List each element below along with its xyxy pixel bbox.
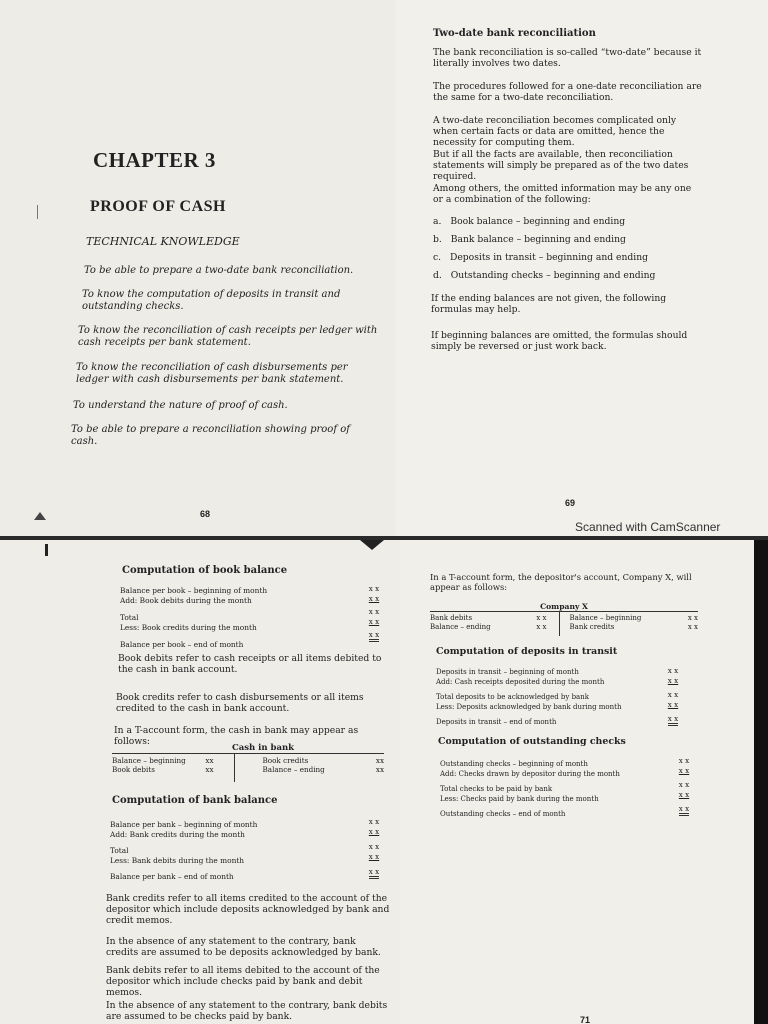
t-value: xx — [205, 765, 214, 774]
objective-2: To know the computation of deposits in transit and outstanding checks. — [82, 289, 341, 312]
page-number: 71 — [580, 1015, 591, 1024]
row-value: x x — [667, 666, 679, 675]
page-71 — [400, 540, 768, 1024]
row-value: x x — [368, 826, 380, 836]
book-balance-title: Computation of book balance — [122, 565, 288, 576]
objective-5: To understand the nature of proof of cash. — [73, 400, 288, 411]
dit-labels — [436, 668, 666, 728]
t-value: x x — [687, 623, 698, 631]
t-label: Balance – ending — [430, 623, 491, 631]
t-label: Balance – ending — [262, 765, 325, 774]
list-text: Bank balance – beginning and ending — [450, 234, 626, 245]
objective-4: To know the reconciliation of cash disbursements per ledger with cash disbursements per bank statement. — [76, 362, 348, 385]
row-label: Less: Book credits during the month — [120, 622, 257, 632]
row-value: x x — [369, 867, 379, 879]
taccount-left — [430, 612, 560, 636]
paragraph-3: A two-date reconciliation becomes complicated only when certain facts or data are omitted, hence the necessity for computing them. — [433, 115, 677, 148]
row-value: x x — [679, 804, 689, 816]
objective-3: To know the reconciliation of cash receipts per ledger with cash receipts per bank statement. — [78, 325, 378, 348]
paragraph-2: The procedures followed for a one-date reconciliation are the same for a two-date reconciliation. — [433, 81, 702, 103]
list-item — [433, 270, 655, 281]
cash-in-bank-taccount — [112, 743, 384, 782]
t-value: xx — [375, 765, 384, 774]
page-number: 69 — [565, 498, 576, 508]
bank-balance-values — [364, 817, 384, 877]
book-balance-labels — [120, 586, 350, 650]
row-value: x x — [368, 584, 380, 593]
row-label: Balance per book – beginning of month — [120, 586, 268, 595]
t-value: x x — [536, 623, 547, 631]
corner-mark — [360, 540, 384, 550]
list-letter: b. — [433, 234, 442, 245]
page-69 — [395, 0, 768, 540]
list-text: Deposits in transit – beginning and ending — [450, 252, 649, 263]
bank-credits-text: Bank credits refer to all items credited to the account of the depositor which include deposits acknowledged by bank and credit memos. — [106, 893, 390, 926]
t-label: Bank debits — [430, 614, 473, 622]
t-label: Bank credits — [569, 623, 615, 631]
row-label: Less: Bank debits during the month — [110, 855, 245, 865]
paragraph-5: Among others, the omitted information may be any one or a combination of the following: — [433, 183, 692, 205]
paragraph-7: If beginning balances are omitted, the formulas should simply be reversed or just work back. — [431, 330, 688, 352]
company-x-taccount — [430, 602, 698, 636]
row-label: Deposits in transit – beginning of month — [436, 668, 579, 676]
row-value: x x — [668, 714, 678, 726]
row-value: x x — [667, 699, 679, 709]
row-label: Outstanding checks – end of month — [440, 810, 566, 818]
t-label: Book debits — [112, 765, 155, 774]
book-debits-text: Book debits refer to cash receipts or all items debited to the cash in bank account. — [118, 653, 382, 675]
absence-text-2: In the absence of any statement to the contrary, bank debits are assumed to be checks paid by bank. — [106, 1000, 388, 1022]
paragraph-1: The bank reconciliation is so-called “two-date” because it literally involves two dates. — [433, 47, 702, 69]
oc-values — [674, 756, 694, 814]
taccount-right — [235, 754, 385, 782]
dit-values — [663, 666, 683, 724]
book-balance-values — [364, 584, 384, 640]
row-value: x x — [667, 675, 679, 685]
t-value: x x — [536, 614, 547, 622]
row-value: x x — [678, 780, 690, 789]
row-value: x x — [368, 607, 380, 616]
section-title: Two-date bank reconciliation — [433, 28, 596, 39]
row-label: Total — [120, 613, 139, 622]
t-value: x x — [687, 614, 698, 622]
row-value: x x — [678, 789, 690, 799]
paragraph-6: If the ending balances are not given, the following formulas may help. — [431, 293, 667, 315]
chapter-heading: CHAPTER 3 — [93, 148, 216, 172]
taccount-left — [112, 754, 235, 782]
list-item — [433, 252, 648, 263]
taccount-title: Company X — [540, 602, 588, 611]
list-letter: c. — [433, 252, 442, 263]
list-text: Outstanding checks – beginning and ending — [450, 270, 656, 281]
row-label: Total deposits to be acknowledged by bank — [436, 693, 589, 701]
list-letter: d. — [433, 270, 442, 281]
t-label: Balance – beginning — [569, 614, 642, 622]
row-label: Add: Cash receipts deposited during the month — [436, 677, 605, 686]
chapter-title: PROOF OF CASH — [90, 198, 226, 215]
row-value: x x — [678, 765, 690, 775]
objective-1: To be able to prepare a two-date bank reconciliation. — [84, 265, 354, 276]
t-label: Balance – beginning — [112, 756, 186, 765]
page-70 — [0, 540, 400, 1024]
t-value: xx — [205, 756, 214, 765]
book-credits-text: Book credits refer to cash disbursements or all items credited to the cash in bank account. — [116, 692, 364, 714]
row-label: Deposits in transit – end of month — [436, 718, 557, 726]
oc-labels — [440, 760, 670, 820]
row-label: Total — [110, 846, 129, 855]
list-item — [433, 216, 625, 227]
row-label: Add: Bank credits during the month — [110, 829, 245, 839]
row-value: x x — [369, 630, 379, 642]
corner-mark — [45, 544, 48, 556]
bank-debits-text: Bank debits refer to all items debited to the account of the depositor which include checks paid by bank and debit memos. — [106, 965, 380, 998]
row-label: Add: Checks drawn by depositor during the month — [440, 769, 620, 778]
absence-text-1: In the absence of any statement to the contrary, bank credits are assumed to be deposits acknowledged by bank. — [106, 936, 381, 958]
corner-mark — [34, 512, 46, 520]
row-value: x x — [667, 690, 679, 699]
row-label: Balance per bank – end of month — [110, 872, 234, 881]
paragraph-4: But if all the facts are available, then reconciliation statements will simply be prepared as of the two dates required. — [433, 149, 689, 182]
margin-mark — [37, 205, 38, 219]
row-label: Outstanding checks – beginning of month — [440, 760, 588, 768]
taccount-intro: In a T-account form, the cash in bank may appear as follows: — [114, 725, 359, 747]
taccount-intro: In a T-account form, the depositor's account, Company X, will appear as follows: — [430, 572, 692, 592]
scanner-watermark: Scanned with CamScanner — [575, 520, 721, 534]
t-label: Book credits — [262, 756, 309, 765]
bank-balance-labels — [110, 820, 350, 882]
row-value: x x — [678, 756, 690, 765]
deposits-in-transit-title: Computation of deposits in transit — [436, 646, 618, 657]
list-text: Book balance – beginning and ending — [450, 216, 626, 227]
row-label: Total checks to be paid by bank — [440, 785, 553, 793]
taccount-right — [560, 612, 699, 636]
page-edge-shadow — [754, 540, 768, 1024]
row-label: Less: Checks paid by bank during the month — [440, 794, 599, 803]
bank-balance-title: Computation of bank balance — [112, 795, 278, 806]
section-subtitle: TECHNICAL KNOWLEDGE — [86, 235, 240, 248]
row-label: Balance per book – end of month — [120, 640, 244, 649]
row-value: x x — [368, 616, 380, 626]
objective-6: To be able to prepare a reconciliation showing proof of cash. — [71, 424, 350, 447]
row-label: Balance per bank – beginning of month — [110, 820, 258, 829]
row-label: Less: Deposits acknowledged by bank during month — [436, 702, 622, 711]
row-value: x x — [368, 851, 380, 861]
t-value: xx — [375, 756, 384, 765]
page-68 — [0, 0, 395, 540]
list-item — [433, 234, 626, 245]
row-value: x x — [368, 842, 380, 851]
row-label: Add: Book debits during the month — [120, 595, 252, 605]
list-letter: a. — [433, 216, 442, 227]
row-value: x x — [368, 817, 380, 826]
outstanding-checks-title: Computation of outstanding checks — [438, 736, 626, 747]
row-value: x x — [368, 593, 380, 603]
taccount-title: Cash in bank — [231, 743, 295, 753]
page-number: 68 — [200, 509, 211, 519]
